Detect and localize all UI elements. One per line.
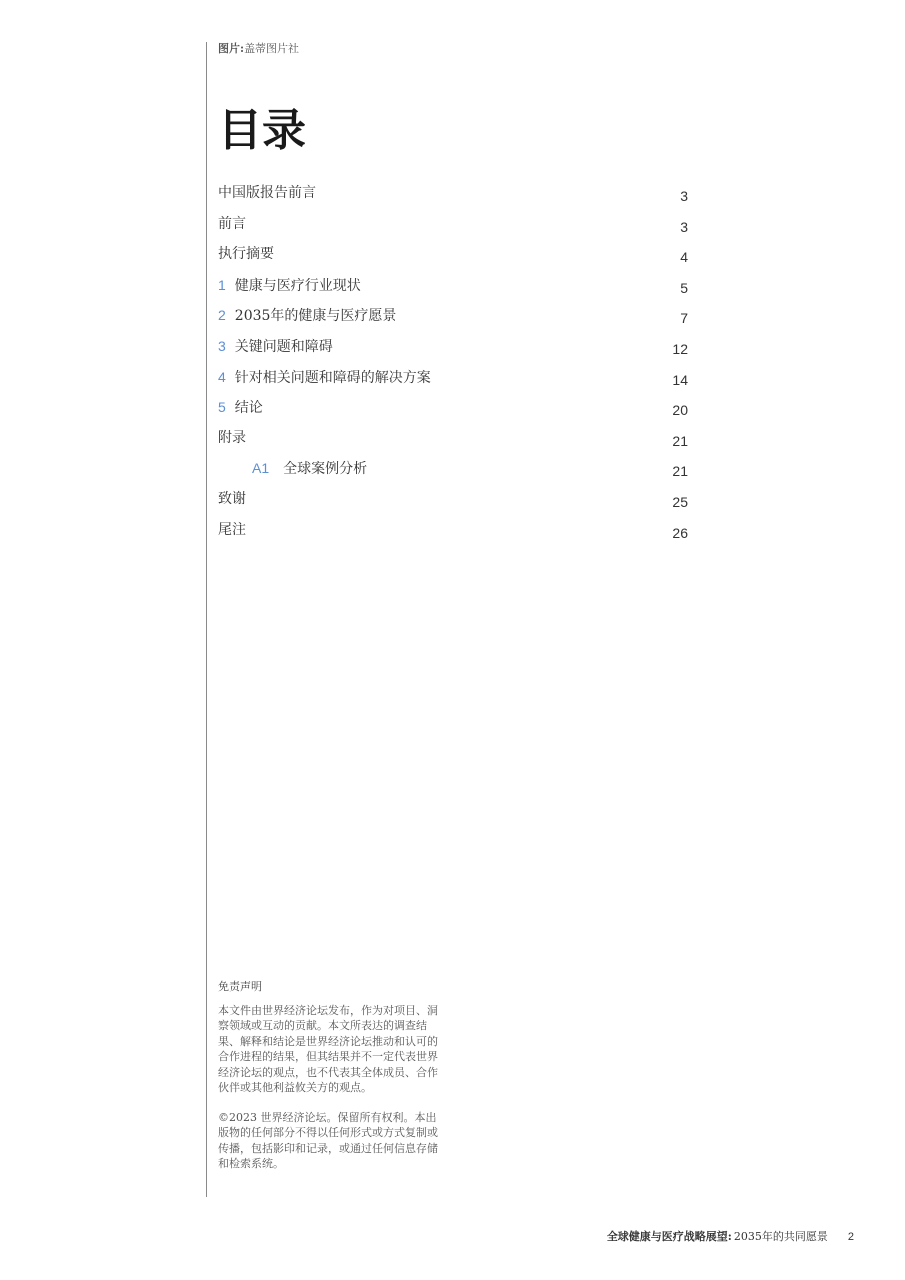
toc-entry-number: 5 — [218, 399, 226, 416]
toc-entry[interactable] — [218, 210, 688, 241]
toc-entry-label: 前言 — [218, 215, 246, 232]
toc-entry-label: 全球案例分析 — [283, 461, 368, 478]
disclaimer-block — [218, 979, 438, 1172]
toc-entry-page: 21 — [672, 463, 688, 480]
photo-credit-label: 图片: — [218, 42, 245, 55]
toc-entry[interactable] — [218, 271, 688, 302]
toc-entry-page: 3 — [680, 218, 688, 235]
toc-entry-text — [218, 522, 246, 538]
toc-entry-page: 25 — [672, 493, 688, 510]
toc-entry-number: 4 — [218, 368, 226, 385]
toc-entry-text — [218, 308, 396, 324]
toc-entry[interactable] — [218, 363, 688, 394]
toc-entry-page: 20 — [672, 402, 688, 419]
toc-entry-text — [218, 185, 316, 201]
copyright-notice: ©2023 世界经济论坛。保留所有权利。本出版物的任何部分不得以任何形式或方式复制或传播，包括影印和记录，或通过任何信息存储和检索系统。 — [218, 1110, 438, 1170]
toc-entry-page: 12 — [672, 340, 688, 357]
toc-entry-text — [218, 400, 263, 416]
toc-entry-text — [218, 246, 274, 262]
toc-entry[interactable] — [218, 424, 688, 455]
toc-entry[interactable] — [218, 301, 688, 332]
table-of-contents — [218, 179, 688, 546]
toc-entry-page: 4 — [680, 249, 688, 266]
toc-entry-text — [218, 339, 333, 355]
toc-entry-label: 中国版报告前言 — [218, 185, 316, 201]
toc-entry-page: 3 — [680, 188, 688, 204]
toc-entry-page: 7 — [680, 310, 688, 327]
photo-credit-value: 盖蒂图片社 — [244, 42, 300, 55]
toc-entry-number: 1 — [218, 276, 226, 293]
toc-entry-label: 结论 — [234, 400, 263, 417]
toc-entry-number: 2 — [218, 307, 226, 324]
toc-entry[interactable] — [218, 454, 688, 485]
toc-entry[interactable] — [218, 393, 688, 424]
toc-entry-label: 附录 — [218, 429, 246, 446]
toc-entry[interactable] — [218, 332, 688, 363]
margin-rule — [206, 42, 207, 1197]
toc-entry-number: A1 — [252, 460, 270, 477]
toc-entry-label: 执行摘要 — [218, 246, 274, 263]
footer-report-subtitle: 2035年的共同愿景 — [733, 1230, 828, 1243]
toc-entry-page: 14 — [672, 371, 688, 388]
disclaimer-body: 本文件由世界经济论坛发布，作为对项目、洞察领域或互动的贡献。本文所表达的调查结果、解释和结论是世界经济论坛推动和认可的合作进程的结果，但其结果并不一定代表世界经济论坛的观点，也不代表其全体成员、合作伙伴或其他利益攸关方的观点。 — [218, 1003, 438, 1094]
page-title: 目录 — [218, 105, 306, 156]
toc-entry-text — [218, 430, 246, 446]
disclaimer-title: 免责声明 — [218, 980, 262, 993]
footer-report-title: 全球健康与医疗战略展望: — [606, 1230, 732, 1243]
page-footer — [607, 1228, 854, 1244]
toc-entry-page: 26 — [672, 524, 688, 541]
toc-entry-label: 尾注 — [218, 521, 246, 538]
toc-entry-text — [218, 461, 367, 477]
toc-entry-label: 关键问题和障碍 — [234, 338, 333, 355]
toc-entry-text — [218, 278, 361, 294]
toc-entry[interactable] — [218, 485, 688, 516]
toc-entry-page: 5 — [680, 279, 688, 296]
toc-entry-text — [218, 216, 246, 232]
toc-entry-label: 2035年的健康与医疗愿景 — [234, 308, 397, 325]
toc-entry-label: 致谢 — [218, 490, 246, 507]
toc-entry-label: 健康与医疗行业现状 — [234, 277, 361, 294]
page-number: 2 — [847, 1231, 854, 1243]
toc-entry-page: 21 — [672, 432, 688, 449]
toc-entry-text — [218, 491, 246, 507]
toc-entry[interactable] — [218, 240, 688, 271]
toc-entry-text — [218, 370, 431, 386]
toc-entry-number: 3 — [218, 337, 226, 354]
toc-entry[interactable] — [218, 179, 688, 210]
photo-credit — [218, 40, 299, 56]
toc-entry[interactable] — [218, 516, 688, 547]
toc-entry-label: 针对相关问题和障碍的解决方案 — [234, 369, 431, 386]
